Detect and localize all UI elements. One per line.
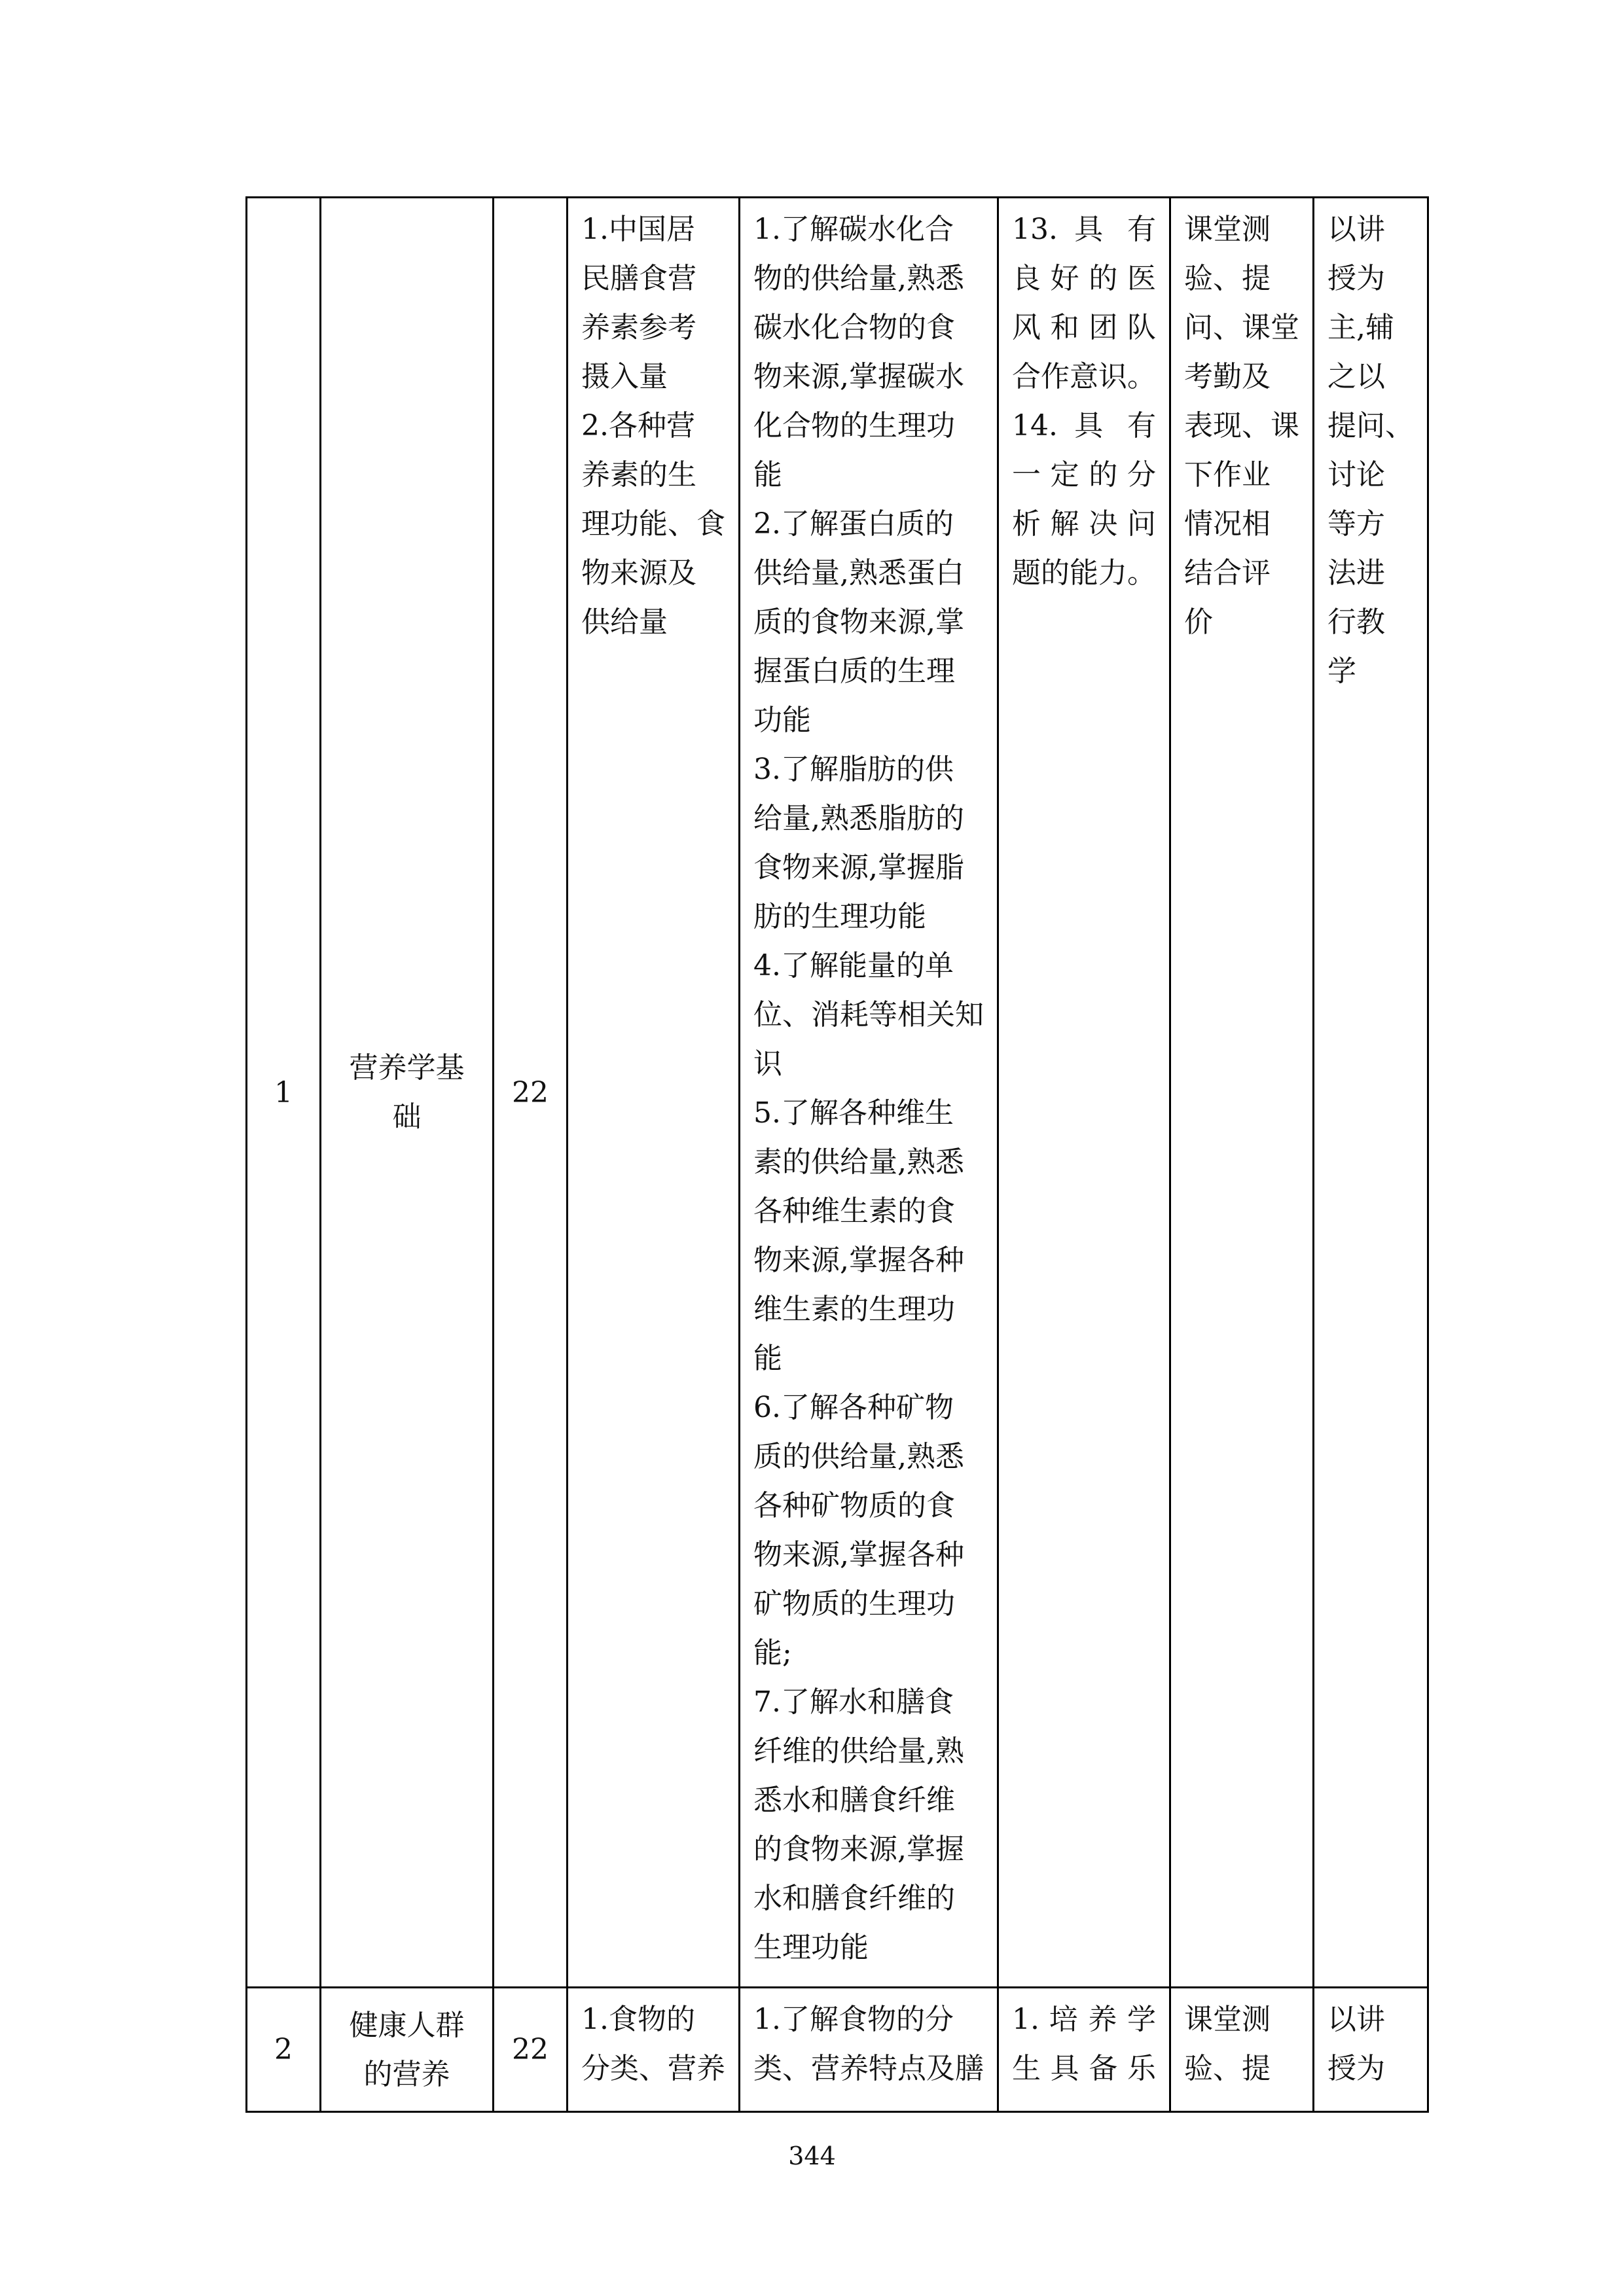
- requirements-cell: [740, 198, 998, 1988]
- cell-line: 肪的生理功能: [753, 900, 926, 933]
- cell-line: 题的能力。: [1012, 556, 1156, 590]
- cell-line: 握蛋白质的生理: [753, 655, 955, 688]
- unit-cell: [321, 1988, 494, 2112]
- cell-line: 析解决问: [1012, 507, 1156, 541]
- cell-line: 验、提: [1184, 262, 1271, 295]
- cell-line: 3.了解脂肪的供: [753, 753, 954, 786]
- cell-line: 物来源,掌握各种: [753, 1244, 964, 1277]
- cell-line: 能: [753, 458, 782, 492]
- cell-line: 良好的医: [1012, 262, 1156, 295]
- cell-line: 课堂测: [1184, 213, 1271, 246]
- cell-line: 质的供给量,熟悉: [753, 1440, 964, 1473]
- row-index-cell: [247, 198, 321, 1988]
- cell-line: 风和团队: [1012, 311, 1156, 344]
- cell-line: 2.各种营: [581, 409, 695, 442]
- cell-line: 各种维生素的食: [753, 1194, 955, 1228]
- cell-line: 养素的生: [581, 458, 696, 492]
- cell-line: 课堂测: [1184, 2003, 1271, 2036]
- cell-line: 摄入量: [581, 360, 668, 393]
- hours-cell: [494, 198, 568, 1988]
- cell-line: 6.了解各种矿物: [753, 1391, 954, 1424]
- requirements-cell: [740, 1988, 998, 2112]
- cell-line: 授为: [1327, 262, 1385, 295]
- cell-line: 的食物来源,掌握: [753, 1833, 964, 1866]
- cell-line: 结合评: [1184, 556, 1271, 590]
- cell-line: 学: [1327, 655, 1356, 688]
- cell-line: 供给量,熟悉蛋白: [753, 556, 964, 590]
- cell-line: 1.了解碳水化合: [753, 213, 954, 246]
- cell-line: 养素参考: [581, 311, 696, 344]
- cell-line: 位、消耗等相关知: [753, 998, 984, 1031]
- content-cell: [568, 1988, 740, 2112]
- cell-line: 价: [1184, 605, 1213, 639]
- cell-line: 14. 具 有: [1012, 409, 1156, 442]
- hours-cell: [494, 1988, 568, 2112]
- cell-line: 1. 培 养 学: [1012, 2003, 1156, 2036]
- cell-line: 食物来源,掌握脂: [753, 851, 964, 884]
- cell-line: 1.了解食物的分: [753, 2003, 954, 2036]
- cell-line: 给量,熟悉脂肪的: [753, 802, 964, 835]
- cell-line: 质的食物来源,掌: [753, 605, 964, 639]
- cell-line: 讨论: [1327, 458, 1385, 492]
- cell-line: 行教: [1327, 605, 1385, 639]
- cell-line: 营养学基: [349, 1051, 465, 1085]
- cell-line: 合作意识。: [1012, 360, 1156, 393]
- cell-line: 等方: [1327, 507, 1385, 541]
- cell-line: 13. 具 有: [1012, 213, 1156, 246]
- cell-line: 情况相: [1184, 507, 1271, 541]
- cell-line: 法进: [1327, 556, 1385, 590]
- cell-line: 5.了解各种维生: [753, 1096, 954, 1130]
- cell-line: 之以: [1327, 360, 1385, 393]
- row-index: 2: [274, 2033, 293, 2066]
- cell-line: 问、课堂: [1184, 311, 1299, 344]
- cell-line: 物来源,掌握各种: [753, 1538, 964, 1571]
- cell-line: 生具备乐: [1012, 2052, 1156, 2085]
- hours: 22: [512, 1075, 549, 1109]
- cell-line: 1.中国居: [581, 213, 695, 246]
- cell-line: 供给量: [581, 605, 668, 639]
- cell-line: 类、营养特点及膳: [753, 2052, 984, 2085]
- cell-line: 表现、课: [1184, 409, 1299, 442]
- cell-line: 能;: [753, 1636, 792, 1670]
- cell-line: 碳水化合物的食: [753, 311, 955, 344]
- assessment-cell: [1170, 198, 1314, 1988]
- quality-cell: [998, 1988, 1170, 2112]
- cell-line: 的营养: [363, 2057, 450, 2091]
- cell-line: 悉水和膳食纤维: [753, 1784, 955, 1817]
- course-table: [245, 196, 1429, 2113]
- cell-line: 化合物的生理功: [753, 409, 955, 442]
- cell-line: 各种矿物质的食: [753, 1489, 955, 1522]
- unit-cell: [321, 198, 494, 1988]
- cell-line: 素的供给量,熟悉: [753, 1145, 964, 1179]
- method-cell: [1314, 1988, 1428, 2112]
- hours: 22: [512, 2033, 549, 2066]
- cell-line: 础: [392, 1100, 422, 1134]
- cell-line: 下作业: [1184, 458, 1271, 492]
- cell-line: 验、提: [1184, 2052, 1271, 2085]
- cell-line: 4.了解能量的单: [753, 949, 954, 982]
- cell-line: 2.了解蛋白质的: [753, 507, 954, 541]
- cell-line: 物的供给量,熟悉: [753, 262, 964, 295]
- cell-line: 授为: [1327, 2052, 1385, 2085]
- cell-line: 物来源,掌握碳水: [753, 360, 964, 393]
- cell-line: 以讲: [1327, 213, 1385, 246]
- cell-line: 提问、: [1327, 409, 1414, 442]
- cell-line: 考勤及: [1184, 360, 1271, 393]
- cell-line: 矿物质的生理功: [753, 1587, 955, 1621]
- table-row: [247, 1988, 1428, 2112]
- cell-line: 一定的分: [1012, 458, 1156, 492]
- row-index-cell: [247, 1988, 321, 2112]
- quality-cell: [998, 198, 1170, 1988]
- cell-line: 以讲: [1327, 2003, 1385, 2036]
- cell-line: 1.食物的: [581, 2003, 695, 2036]
- cell-line: 能: [753, 1342, 782, 1375]
- row-index: 1: [274, 1075, 293, 1109]
- cell-line: 7.了解水和膳食: [753, 1685, 954, 1719]
- cell-line: 纤维的供给量,熟: [753, 1734, 964, 1768]
- cell-line: 识: [753, 1047, 782, 1081]
- assessment-cell: [1170, 1988, 1314, 2112]
- method-cell: [1314, 198, 1428, 1988]
- cell-line: 民膳食营: [581, 262, 696, 295]
- cell-line: 生理功能: [753, 1931, 869, 1964]
- cell-line: 物来源及: [581, 556, 696, 590]
- cell-line: 主,辅: [1327, 311, 1394, 344]
- cell-line: 维生素的生理功: [753, 1293, 955, 1326]
- cell-line: 分类、营养: [581, 2052, 725, 2085]
- table-row: [247, 198, 1428, 1988]
- cell-line: 水和膳食纤维的: [753, 1882, 955, 1915]
- cell-line: 功能: [753, 704, 811, 737]
- cell-line: 健康人群: [349, 2008, 465, 2042]
- content-cell: [568, 198, 740, 1988]
- page-number: 344: [788, 2142, 836, 2170]
- cell-line: 理功能、食: [581, 507, 725, 541]
